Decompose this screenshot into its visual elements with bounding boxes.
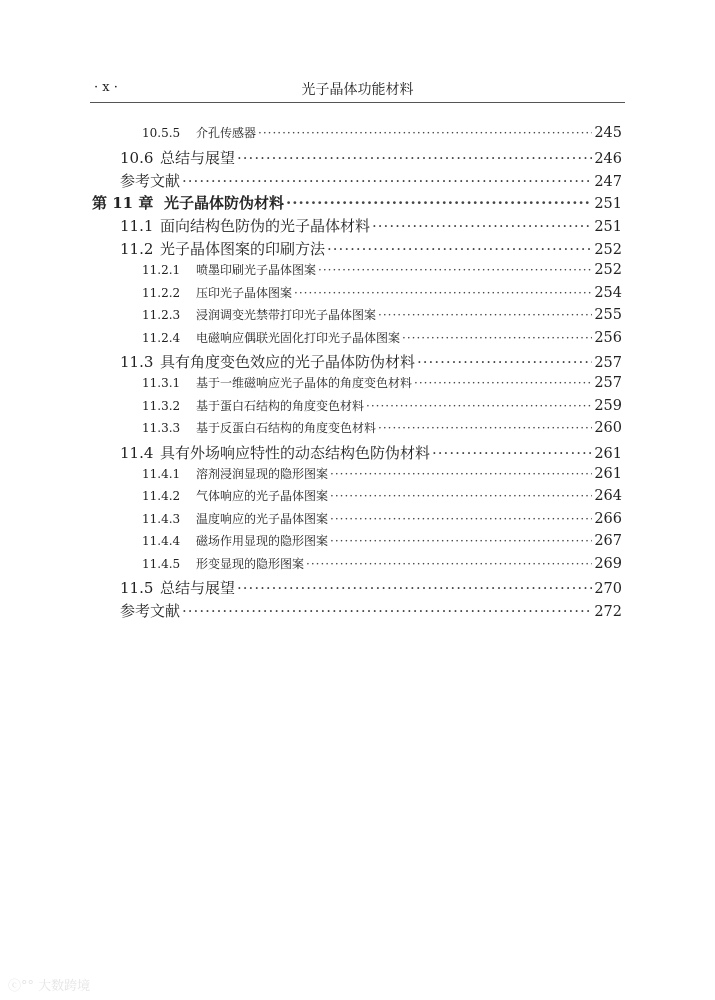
dot-leader xyxy=(182,602,592,620)
dot-leader xyxy=(330,467,592,481)
entry-number: 11.2.3 xyxy=(142,308,181,322)
dot-leader xyxy=(366,399,592,413)
dot-leader xyxy=(402,331,592,345)
entry-number: 11.2 xyxy=(120,240,154,258)
toc-entry[interactable] xyxy=(90,147,622,170)
toc-entry-references[interactable] xyxy=(90,170,622,193)
entry-page: 254 xyxy=(594,284,622,301)
toc-entry[interactable] xyxy=(90,397,622,420)
entry-title: 基于一维磁响应光子晶体的角度变色材料 xyxy=(196,376,413,390)
chapter-number: 第 11 章 xyxy=(92,194,154,212)
toc-entry-chapter[interactable] xyxy=(90,192,622,215)
dot-leader xyxy=(286,194,592,212)
chapter-title: 光子晶体防伪材料 xyxy=(164,194,285,212)
entry-page: 266 xyxy=(594,510,622,527)
dot-leader xyxy=(330,489,592,503)
entry-title: 压印光子晶体图案 xyxy=(196,285,293,300)
entry-title: 光子晶体图案的印刷方法 xyxy=(160,240,326,258)
toc-entry[interactable] xyxy=(90,577,622,600)
entry-title: 气体响应的光子晶体图案 xyxy=(196,489,329,503)
dot-leader xyxy=(414,376,592,390)
toc-entry[interactable] xyxy=(90,419,622,442)
entry-number: 11.1 xyxy=(120,217,154,235)
entry-number: 11.2.1 xyxy=(142,263,181,277)
dot-leader xyxy=(372,217,592,235)
running-header xyxy=(90,78,625,103)
dot-leader xyxy=(306,557,592,571)
entry-title: 电磁响应偶联光固化打印光子晶体图案 xyxy=(196,330,401,345)
dot-leader xyxy=(417,353,592,371)
entry-number: 11.4.5 xyxy=(142,556,181,571)
entry-number: 11.3 xyxy=(120,353,154,371)
toc-entry[interactable] xyxy=(90,465,622,488)
entry-page: 245 xyxy=(594,125,622,141)
dot-leader xyxy=(237,579,592,597)
table-of-contents xyxy=(90,124,622,623)
watermark-text: 大数跨境 xyxy=(38,979,91,994)
toc-entry[interactable] xyxy=(90,124,622,147)
toc-entry[interactable] xyxy=(90,442,622,465)
dot-leader xyxy=(294,286,592,300)
toc-entry[interactable] xyxy=(90,284,622,307)
entry-number: 10.6 xyxy=(120,148,154,167)
dot-leader xyxy=(258,126,592,140)
entry-title: 面向结构色防伪的光子晶体材料 xyxy=(160,217,371,235)
entry-page: 246 xyxy=(594,150,622,167)
entry-title: 介孔传感器 xyxy=(196,126,257,140)
toc-entry[interactable] xyxy=(90,261,622,284)
dot-leader xyxy=(378,308,592,322)
entry-number: 11.3.3 xyxy=(142,421,181,435)
entry-number: 11.4.1 xyxy=(142,466,181,481)
entry-title: 参考文献 xyxy=(120,602,181,620)
entry-page: 261 xyxy=(594,445,622,462)
entry-title: 参考文献 xyxy=(120,171,181,190)
entry-page: 257 xyxy=(594,375,622,391)
entry-page: 257 xyxy=(594,355,622,371)
toc-entry[interactable] xyxy=(90,215,622,238)
entry-page: 264 xyxy=(594,488,622,504)
page-number: · x · xyxy=(94,80,118,95)
entry-title: 磁场作用显现的隐形图案 xyxy=(196,534,329,548)
entry-page: 259 xyxy=(594,397,622,414)
entry-page: 267 xyxy=(594,533,622,549)
entry-number: 11.2.2 xyxy=(142,285,181,300)
dot-leader xyxy=(237,149,592,167)
toc-entry[interactable] xyxy=(90,351,622,374)
entry-page: 272 xyxy=(594,604,622,620)
entry-number: 11.4 xyxy=(120,443,154,462)
entry-page: 270 xyxy=(594,581,622,597)
entry-title: 具有外场响应特性的动态结构色防伪材料 xyxy=(160,443,431,462)
entry-number: 11.3.1 xyxy=(142,376,181,390)
entry-page: 247 xyxy=(594,173,622,190)
entry-page: 252 xyxy=(594,262,622,278)
watermark-logo-icon: ⓒ°° xyxy=(8,979,39,994)
entry-page: 252 xyxy=(594,242,622,258)
entry-title: 喷墨印刷光子晶体图案 xyxy=(196,263,317,277)
toc-entry[interactable] xyxy=(90,374,622,397)
dot-leader xyxy=(327,240,592,258)
entry-page: 251 xyxy=(594,196,622,212)
entry-number: 10.5.5 xyxy=(142,126,181,140)
toc-entry[interactable] xyxy=(90,555,622,578)
entry-title: 形变显现的隐形图案 xyxy=(196,556,305,571)
dot-leader xyxy=(378,421,592,435)
entry-page: 256 xyxy=(594,329,622,346)
entry-number: 11.5 xyxy=(120,579,154,597)
book-title: 光子晶体功能材料 xyxy=(301,82,414,98)
entry-title: 总结与展望 xyxy=(160,579,236,597)
entry-page: 255 xyxy=(594,307,622,323)
toc-entry[interactable] xyxy=(90,510,622,533)
entry-title: 基于反蛋白石结构的角度变色材料 xyxy=(196,421,377,435)
toc-entry[interactable] xyxy=(90,238,622,261)
watermark xyxy=(8,975,90,994)
toc-entry[interactable] xyxy=(90,329,622,352)
toc-entry[interactable] xyxy=(90,306,622,329)
entry-number: 11.4.4 xyxy=(142,534,181,548)
entry-title: 总结与展望 xyxy=(160,148,236,167)
entry-title: 温度响应的光子晶体图案 xyxy=(196,511,329,526)
entry-number: 11.4.2 xyxy=(142,489,181,503)
dot-leader xyxy=(330,512,592,526)
entry-title: 具有角度变色效应的光子晶体防伪材料 xyxy=(160,353,416,371)
entry-title: 浸润调变光禁带打印光子晶体图案 xyxy=(196,308,377,322)
dot-leader xyxy=(330,534,592,548)
dot-leader xyxy=(182,172,592,190)
entry-title: 溶剂浸润显现的隐形图案 xyxy=(196,466,329,481)
dot-leader xyxy=(432,444,592,462)
entry-page: 261 xyxy=(594,465,622,482)
entry-page: 269 xyxy=(594,555,622,572)
entry-number: 11.4.3 xyxy=(142,511,181,526)
entry-page: 260 xyxy=(594,420,622,436)
entry-number: 11.3.2 xyxy=(142,398,181,413)
entry-page: 251 xyxy=(594,219,622,235)
entry-title: 基于蛋白石结构的角度变色材料 xyxy=(196,398,365,413)
dot-leader xyxy=(318,263,592,277)
toc-entry-references[interactable] xyxy=(90,600,622,623)
toc-entry[interactable] xyxy=(90,487,622,510)
entry-number: 11.2.4 xyxy=(142,330,181,345)
toc-entry[interactable] xyxy=(90,532,622,555)
